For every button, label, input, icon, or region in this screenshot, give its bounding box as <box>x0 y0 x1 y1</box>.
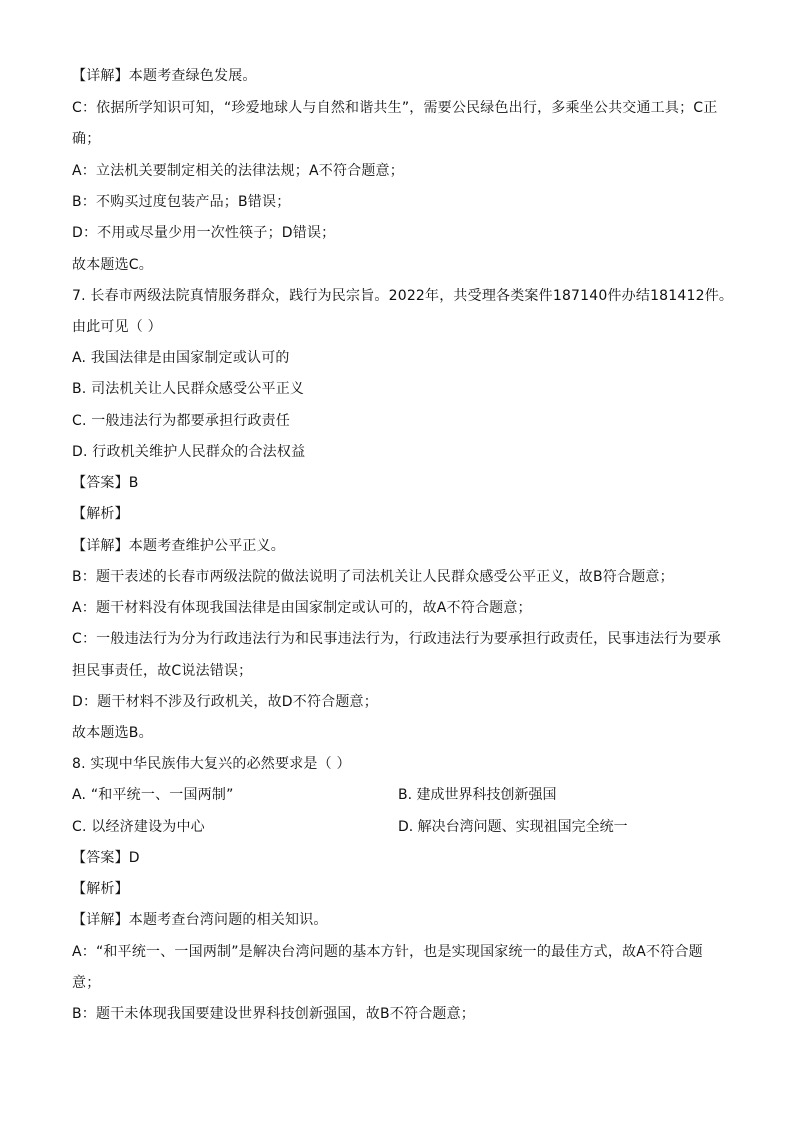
question-7-explanation-d: D：题干材料不涉及行政机关，故D不符合题意； <box>72 694 378 710</box>
conclusion-q6: 故本题选C。 <box>72 257 153 273</box>
explanation-b-q6: B：不购买过度包装产品；B错误； <box>72 194 291 210</box>
question-7-explanation-b: B：题干表述的长春市两级法院的做法说明了司法机关让人民群众感受公平正义，故B符合题意； <box>72 569 674 585</box>
question-7-stem-line1: 7. 长春市两级法院真情服务群众，践行为民宗旨。2022年，共受理各类案件187140件办结181412件。 <box>72 288 734 304</box>
explanation-d-q6: D：不用或尽量少用一次性筷子；D错误； <box>72 225 336 241</box>
question-7-option-d: D. 行政机关维护人民群众的合法权益 <box>72 444 306 460</box>
question-8-option-b: B. 建成世界科技创新强国 <box>398 787 557 803</box>
question-7-explanation-c-line2: 担民事责任，故C说法错误； <box>72 663 253 679</box>
question-7-stem-line2: 由此可见（ ） <box>72 319 162 335</box>
question-8-explanation-a-line1: A：“和平统一、一国两制”是解决台湾问题的基本方针，也是实现国家统一的最佳方式，故A不符合题 <box>72 944 703 960</box>
detail-heading-q6: 【详解】本题考查绿色发展。 <box>72 68 257 84</box>
question-8-option-c: C. 以经济建设为中心 <box>72 819 205 835</box>
question-8-explanation-a-line2: 意； <box>72 975 101 991</box>
question-8-option-d: D. 解决台湾问题、实现祖国完全统一 <box>398 819 628 835</box>
question-7-option-c: C. 一般违法行为都要承担行政责任 <box>72 413 291 429</box>
question-8-explanation-b: B：题干未体现我国要建设世界科技创新强国，故B不符合题意； <box>72 1006 476 1022</box>
question-7-detail-heading: 【详解】本题考查维护公平正义。 <box>72 538 285 554</box>
question-8-stem: 8. 实现中华民族伟大复兴的必然要求是（ ） <box>72 756 351 772</box>
question-7-conclusion: 故本题选B。 <box>72 725 153 741</box>
question-7-analysis-heading: 【解析】 <box>72 506 129 522</box>
question-8-option-a: A. “和平统一、一国两制” <box>72 787 234 803</box>
explanation-c-q6-line2: 确； <box>72 131 101 147</box>
question-8-analysis-heading: 【解析】 <box>72 881 129 897</box>
question-7-option-b: B. 司法机关让人民群众感受公平正义 <box>72 381 305 397</box>
explanation-a-q6: A：立法机关要制定相关的法律法规；A不符合题意； <box>72 163 404 179</box>
question-7-option-a: A. 我国法律是由国家制定或认可的 <box>72 350 290 366</box>
question-7-explanation-a: A：题干材料没有体现我国法律是由国家制定或认可的，故A不符合题意； <box>72 600 532 616</box>
question-8-answer: 【答案】D <box>72 850 140 866</box>
question-7-explanation-c-line1: C：一般违法行为分为行政违法行为和民事违法行为，行政违法行为要承担行政责任，民事违法行为要承 <box>72 631 721 647</box>
explanation-c-q6-line1: C：依据所学知识可知，“珍爱地球人与自然和谐共生”，需要公民绿色出行，多乘坐公共交通工具；C正 <box>72 100 718 116</box>
question-7-answer: 【答案】B <box>72 475 139 491</box>
question-8-detail-heading: 【详解】本题考查台湾问题的相关知识。 <box>72 912 328 928</box>
